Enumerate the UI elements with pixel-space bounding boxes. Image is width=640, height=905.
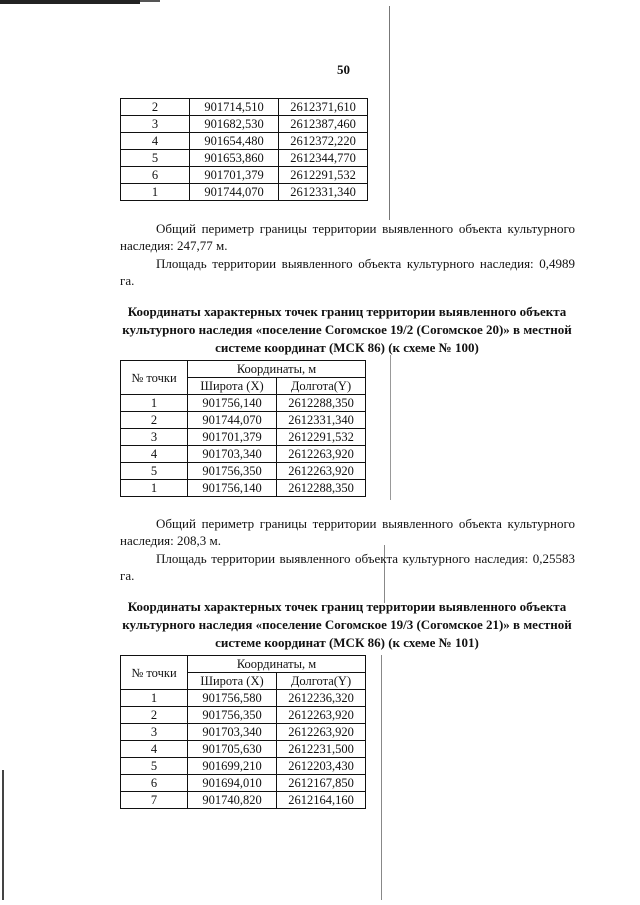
header-latitude: Широта (X): [188, 673, 277, 690]
point-number-cell: 4: [121, 446, 188, 463]
latitude-cell: 901740,820: [188, 792, 277, 809]
longitude-cell: 2612331,340: [277, 412, 366, 429]
longitude-cell: 2612167,850: [277, 775, 366, 792]
table-row: [121, 395, 366, 412]
latitude-cell: 901699,210: [188, 758, 277, 775]
coordinates-table-continued: [120, 98, 368, 201]
point-number-cell: 1: [121, 690, 188, 707]
latitude-cell: 901682,530: [190, 116, 279, 133]
latitude-cell: 901714,510: [190, 99, 279, 116]
section-heading-2: Координаты характерных точек границ территории выявленного объекта культурного наследия «поселение Согомское 19/2 (Согомское 20)» в местной системе координат (МСК 86) (к схеме № 100): [122, 304, 572, 355]
table-row: [121, 480, 366, 497]
point-number-cell: 4: [121, 133, 190, 150]
header-point-number: № точки: [121, 361, 188, 395]
point-number-cell: 6: [121, 167, 190, 184]
latitude-cell: 901653,860: [190, 150, 279, 167]
point-number-cell: 2: [121, 99, 190, 116]
scan-artifact-fold-line: [389, 6, 390, 220]
longitude-cell: 2612263,920: [277, 446, 366, 463]
longitude-cell: 2612291,532: [279, 167, 368, 184]
latitude-cell: 901703,340: [188, 724, 277, 741]
longitude-cell: 2612344,770: [279, 150, 368, 167]
point-number-cell: 5: [121, 758, 188, 775]
scan-artifact-fold-line: [390, 355, 391, 500]
latitude-cell: 901705,630: [188, 741, 277, 758]
latitude-cell: 901703,340: [188, 446, 277, 463]
latitude-cell: 901756,140: [188, 480, 277, 497]
table-header-row: [121, 361, 366, 378]
longitude-cell: 2612288,350: [277, 395, 366, 412]
point-number-cell: 5: [121, 150, 190, 167]
table-row: [121, 412, 366, 429]
longitude-cell: 2612236,320: [277, 690, 366, 707]
longitude-cell: 2612372,220: [279, 133, 368, 150]
longitude-cell: 2612291,532: [277, 429, 366, 446]
latitude-cell: 901744,070: [190, 184, 279, 201]
latitude-cell: 901701,379: [190, 167, 279, 184]
table-row: [121, 690, 366, 707]
header-point-number: № точки: [121, 656, 188, 690]
header-latitude: Широта (X): [188, 378, 277, 395]
perimeter-text-2: Общий периметр границы территории выявленного объекта культурного наследия: 208,3 м.: [120, 516, 575, 548]
table-row: [121, 724, 366, 741]
page-number: 50: [337, 62, 350, 77]
point-number-cell: 3: [121, 116, 190, 133]
latitude-cell: 901756,140: [188, 395, 277, 412]
point-number-cell: 1: [121, 184, 190, 201]
table-row: [121, 429, 366, 446]
header-coordinates: Координаты, м: [188, 656, 366, 673]
scan-artifact-top-thin: [140, 0, 160, 2]
table-row: [121, 741, 366, 758]
table-row: [121, 463, 366, 480]
header-coordinates: Координаты, м: [188, 361, 366, 378]
latitude-cell: 901701,379: [188, 429, 277, 446]
area-text-1: Площадь территории выявленного объекта культурного наследия: 0,4989 га.: [120, 256, 575, 288]
point-number-cell: 3: [121, 429, 188, 446]
coordinates-table-3: [120, 655, 366, 809]
point-number-cell: 1: [121, 395, 188, 412]
point-number-cell: 1: [121, 480, 188, 497]
longitude-cell: 2612331,340: [279, 184, 368, 201]
latitude-cell: 901756,350: [188, 463, 277, 480]
longitude-cell: 2612203,430: [277, 758, 366, 775]
point-number-cell: 3: [121, 724, 188, 741]
point-number-cell: 2: [121, 412, 188, 429]
section-heading-3: Координаты характерных точек границ территории выявленного объекта культурного наследия «поселение Согомское 19/3 (Согомское 21)» в местной системе координат (МСК 86) (к схеме № 101): [122, 599, 572, 650]
perimeter-text-1: Общий периметр границы территории выявленного объекта культурного наследия: 247,77 м.: [120, 221, 575, 253]
scan-artifact-fold-line: [381, 655, 382, 900]
point-number-cell: 2: [121, 707, 188, 724]
table-row: [121, 184, 368, 201]
header-longitude: Долгота(Y): [277, 378, 366, 395]
table-row: [121, 792, 366, 809]
scan-artifact-top: [0, 0, 140, 4]
area-text-2: Площадь территории выявленного объекта культурного наследия: 0,25583 га.: [120, 551, 575, 583]
table-row: [121, 150, 368, 167]
longitude-cell: 2612288,350: [277, 480, 366, 497]
point-number-cell: 5: [121, 463, 188, 480]
longitude-cell: 2612371,610: [279, 99, 368, 116]
latitude-cell: 901756,580: [188, 690, 277, 707]
table-row: [121, 775, 366, 792]
longitude-cell: 2612231,500: [277, 741, 366, 758]
longitude-cell: 2612263,920: [277, 463, 366, 480]
header-longitude: Долгота(Y): [277, 673, 366, 690]
latitude-cell: 901694,010: [188, 775, 277, 792]
latitude-cell: 901744,070: [188, 412, 277, 429]
latitude-cell: 901756,350: [188, 707, 277, 724]
table-header-row: [121, 656, 366, 673]
table-row: [121, 707, 366, 724]
longitude-cell: 2612387,460: [279, 116, 368, 133]
table-row: [121, 99, 368, 116]
latitude-cell: 901654,480: [190, 133, 279, 150]
longitude-cell: 2612164,160: [277, 792, 366, 809]
longitude-cell: 2612263,920: [277, 724, 366, 741]
table-row: [121, 133, 368, 150]
coordinates-table-2: [120, 360, 366, 497]
longitude-cell: 2612263,920: [277, 707, 366, 724]
table-row: [121, 446, 366, 463]
table-row: [121, 116, 368, 133]
table-row: [121, 167, 368, 184]
scan-artifact-left-edge: [2, 770, 4, 900]
point-number-cell: 4: [121, 741, 188, 758]
table-row: [121, 758, 366, 775]
point-number-cell: 7: [121, 792, 188, 809]
point-number-cell: 6: [121, 775, 188, 792]
